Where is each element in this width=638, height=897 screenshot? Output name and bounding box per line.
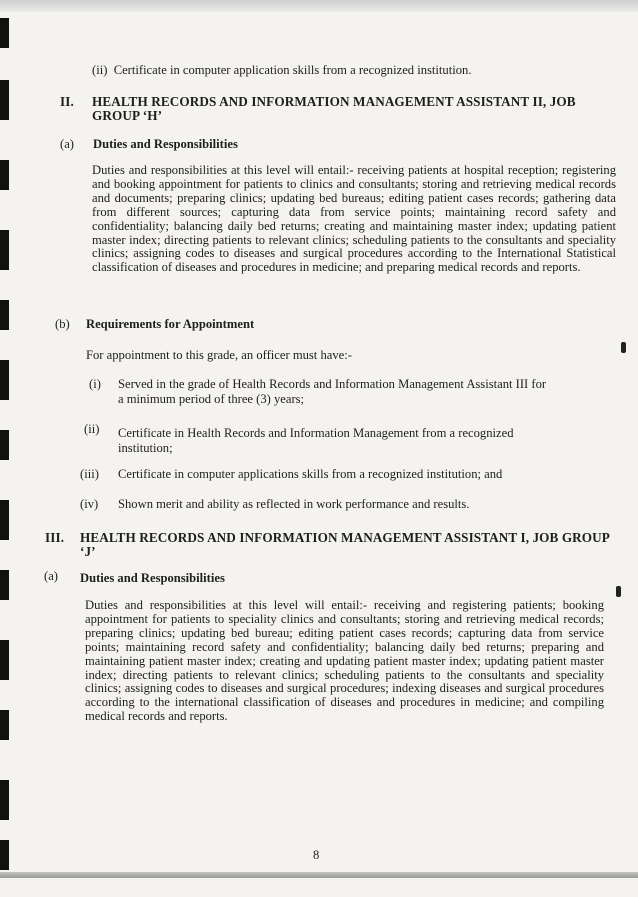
scan-speck [621,342,626,353]
section-iii-duties-text: Duties and responsibilities at this level will entail:- receiving and registering patients; booking appointment for patients to speciality clinics and consultants; storing and retrieving medical records; preparing clinics; updating bed bureau; editing patient cases records; capturing data from service points; maintaining record safety and confidentiality; balancing daily bed returns; preparing and maintaining patient master index; creating and updating patient master index; updating patient master index; directing patients to relevant clinics; scheduling patients to the consultants and speciality clinics; assigning codes to diseases and surgical procedures; indexing diseases and surgical procedures according to the international classification of diseases and procedures in medicine; and compiling medical records and reports. [85,598,604,724]
section-ii-a-title: Duties and Responsibilities [93,137,238,151]
section-iii-title-line1: HEALTH RECORDS AND INFORMATION MANAGEMENT ASSISTANT I, JOB GROUP [80,530,610,545]
req-4-line1: Shown merit and ability as reflected in work performance and results. [118,497,470,511]
req-1-num: (i) [89,377,101,391]
section-ii-number: II. [60,94,74,109]
section-ii-b-title: Requirements for Appointment [86,317,255,331]
section-iii-number: III. [45,530,65,545]
req-3-num: (iii) [80,467,99,481]
req-2-line2: institution; [118,441,173,455]
section-ii-title-line1: HEALTH RECORDS AND INFORMATION MANAGEMENT ASSISTANT II, JOB [92,94,576,109]
req-1-line2: a minimum period of three (3) years; [118,392,305,406]
section-iii-a-label: (a) [44,569,58,583]
scan-top-shadow [0,0,638,12]
scan-speck [616,586,621,597]
req-3-line1: Certificate in computer applications skills from a recognized institution; and [118,467,503,481]
section-iii-title-line2: ‘J’ [80,544,96,559]
section-ii-a-label: (a) [60,137,74,151]
req-4-num: (iv) [80,497,99,511]
req-2-line1: Certificate in Health Records and Information Management from a recognized [118,426,514,440]
req-2-num: (ii) [84,422,100,436]
section-ii-b-label: (b) [55,317,70,331]
scan-bottom-edge [0,872,638,878]
section-iii-a-title: Duties and Responsibilities [80,571,225,585]
item-ii-top: (ii) Certificate in computer application skills from a recognized institution. [92,63,472,77]
req-1-line1: Served in the grade of Health Records and Information Management Assistant III for [118,377,547,391]
page-number: 8 [313,848,320,862]
requirements-intro: For appointment to this grade, an officer must have:- [86,348,352,362]
binding-marks [0,0,9,897]
section-ii-duties-text: Duties and responsibilities at this level will entail:- receiving patients at hospital reception; registering and booking appointment for patients to clinics and consultants; storing and retrieving medical records and documents; preparing clinics; updating bed bureaus; editing patient cases records; gathering data from different sources; capturing data from service points; maintaining record safety and confidentiality; balancing daily bed returns; creating and maintaining master index; updating patient master index; directing patients to relevant clinics; scheduling patients to the consultants and speciality clinics; assigning codes to diseases and surgical procedures according to the International Statistical classification of diseases and procedures in medicine; and preparing medical records and reports. [92,163,616,275]
section-ii-title-line2: GROUP ‘H’ [92,108,163,123]
